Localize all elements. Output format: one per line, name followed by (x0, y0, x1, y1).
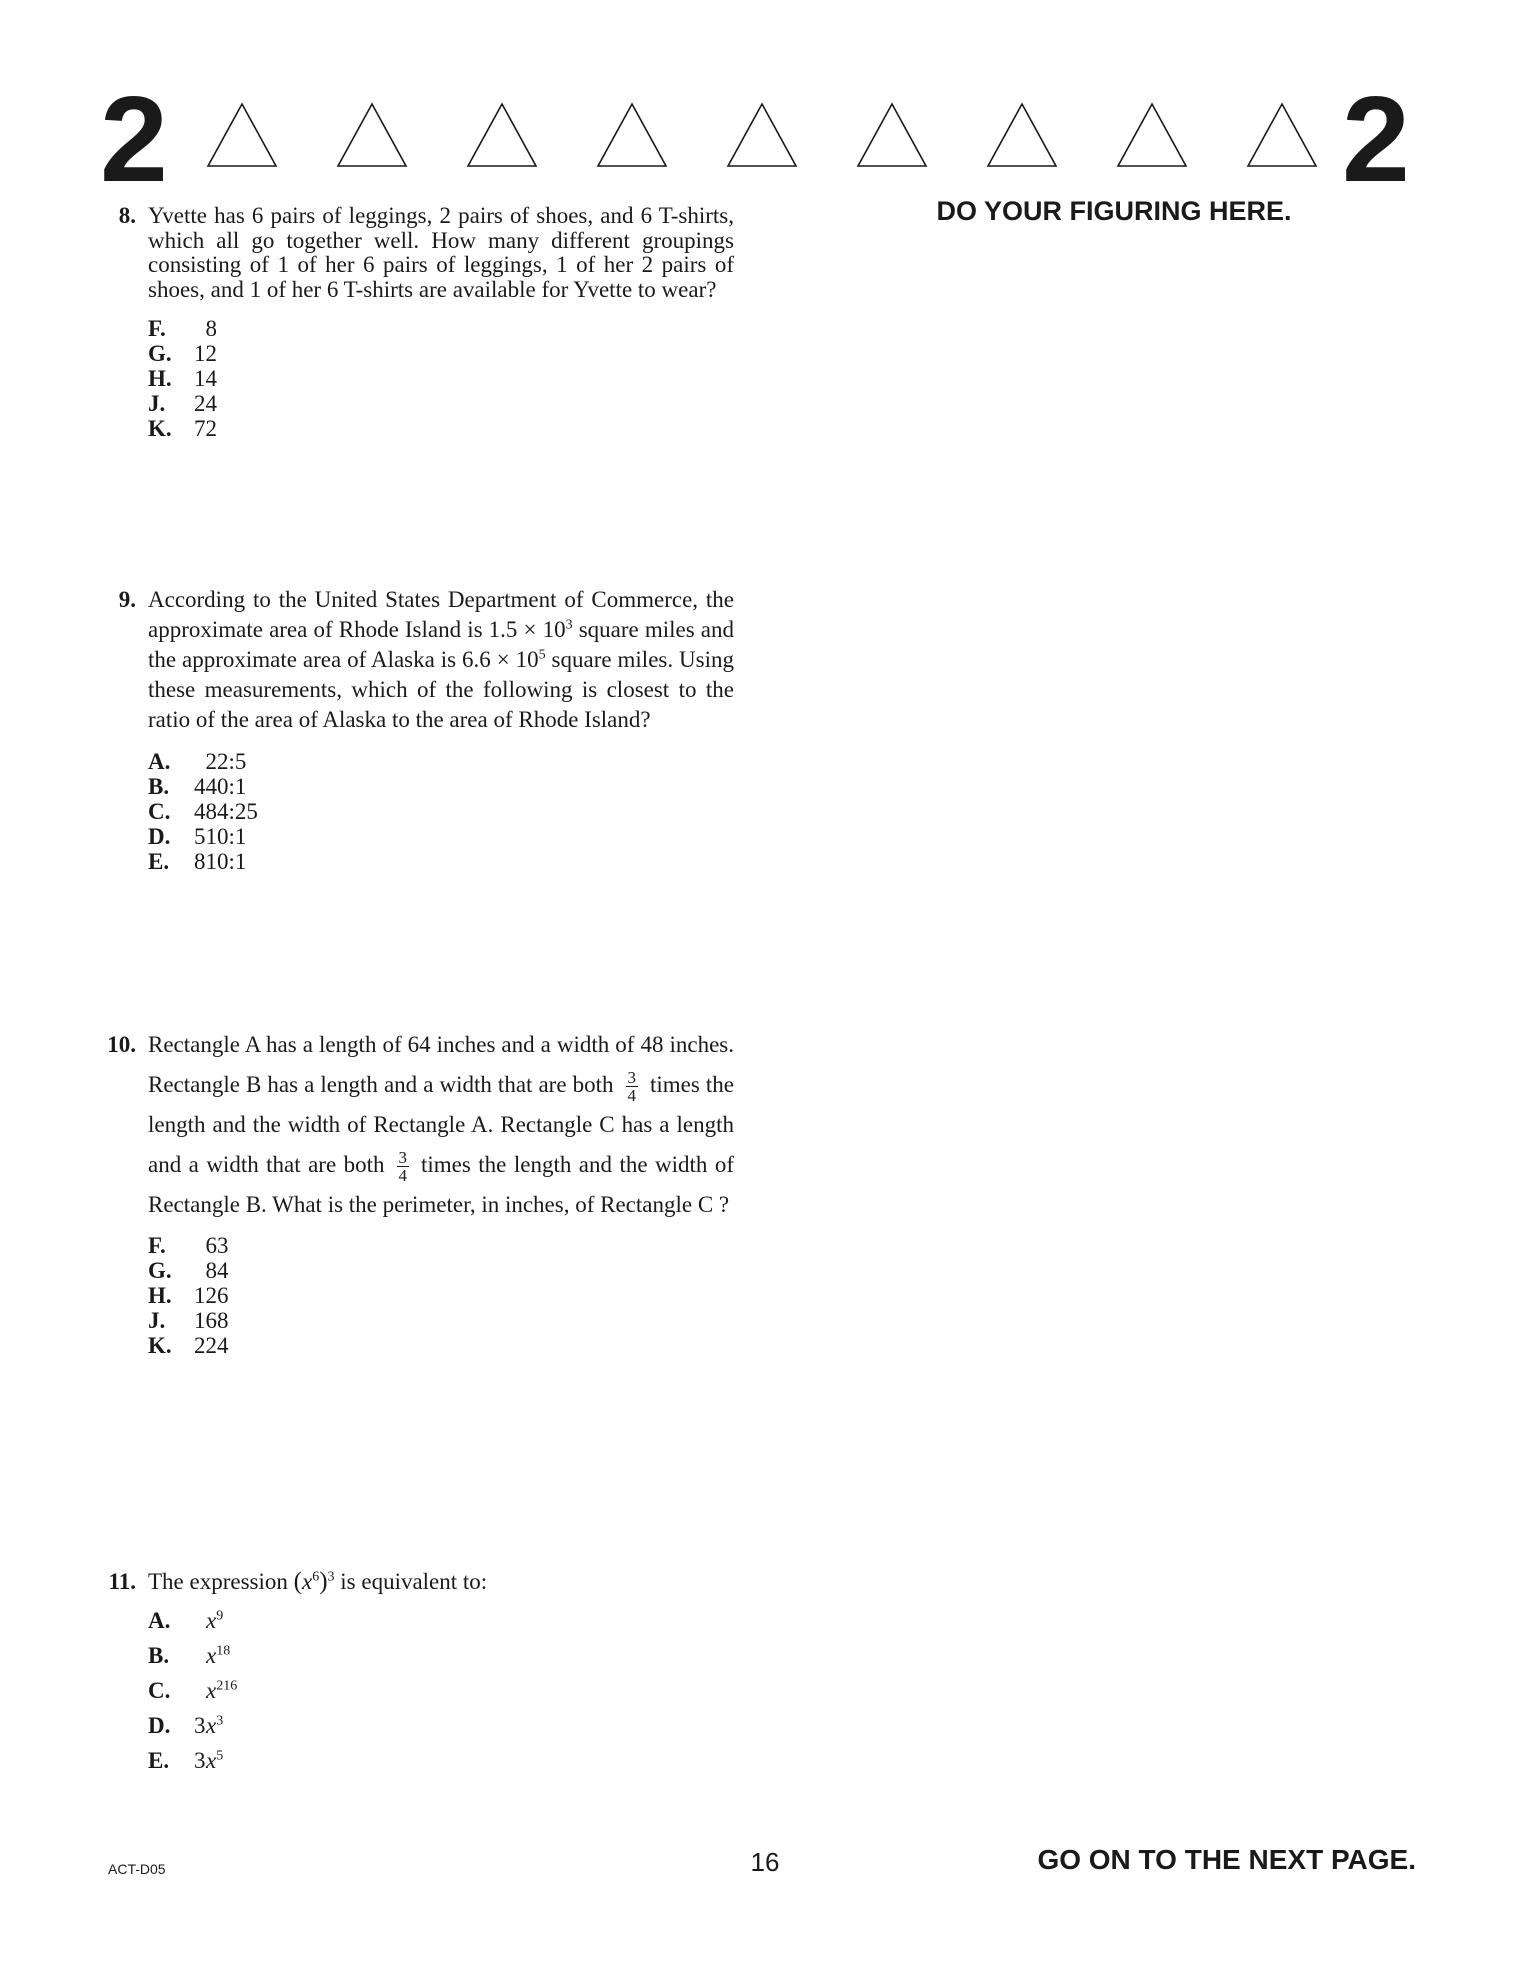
answer-choice[interactable] (148, 1603, 734, 1638)
choice-letter: A. (148, 749, 171, 774)
choice-value: $3x^5$ (194, 1748, 224, 1773)
answer-choice[interactable] (148, 366, 734, 391)
choice-value: 84 (194, 1258, 229, 1283)
choice-letter: B. (148, 1643, 170, 1668)
choice-value: $x^9$ (206, 1608, 224, 1633)
choice-letter: H. (148, 366, 172, 391)
page-number: 16 (750, 1847, 780, 1877)
triangle-outline-icon (1116, 102, 1188, 168)
choice-letter: J. (148, 1308, 166, 1333)
choice-value: 810:1 (194, 849, 247, 874)
fraction: $\frac{3}{4}$ (398, 1148, 408, 1186)
exponent: 5 (538, 647, 546, 663)
figuring-label: DO YOUR FIGURING HERE. (936, 196, 1292, 226)
triangle-outline-icon (726, 102, 798, 168)
choice-letter: K. (148, 416, 172, 441)
question-text: According to the United States Department of Commerce, the approximate area of Rhode Island is $1.5 \times 10^3$ square miles and the approximate area of Alaska is $6.6 \times 10^5$ square miles. Using these measurements, which of the following is closest to the ratio of the area of Alaska to the area of Rhode Island? (148, 587, 734, 732)
answer-choice[interactable] (148, 416, 734, 441)
choice-letter: C. (148, 799, 171, 824)
choice-letter: K. (148, 1333, 172, 1358)
answer-choice[interactable] (148, 316, 734, 341)
answer-choices (148, 1233, 734, 1358)
answer-choices (148, 1603, 734, 1778)
choice-value: 440:1 (194, 774, 247, 799)
answer-choice[interactable] (148, 1638, 734, 1673)
answer-choice[interactable] (148, 1673, 734, 1708)
answer-choice[interactable] (148, 1708, 734, 1743)
choice-letter: E. (148, 1748, 170, 1773)
question-number: 10. (107, 1032, 136, 1057)
choice-value: 14 (194, 366, 217, 391)
triangle-outline-icon (596, 102, 668, 168)
choice-value: 24 (194, 391, 217, 416)
question-11 (100, 1567, 734, 1778)
choice-value: 72 (194, 416, 217, 441)
choice-value: $3x^3$ (194, 1713, 224, 1738)
choice-letter: D. (148, 824, 171, 849)
triangle-outline-icon (206, 102, 278, 168)
question-number: 9. (118, 587, 136, 612)
section-number-left: 2 (100, 71, 166, 207)
answer-choices (148, 316, 734, 441)
choice-value: 22:5 (194, 749, 247, 774)
question-text: The expression $(x^6)^3$ is equivalent to: (148, 1568, 488, 1595)
answer-choice[interactable] (148, 1333, 734, 1358)
section-triangle-divider (206, 102, 1318, 174)
choice-letter: F. (148, 1233, 166, 1258)
choice-value: 63 (194, 1233, 229, 1258)
answer-choice[interactable] (148, 749, 734, 774)
choice-letter: J. (148, 391, 166, 416)
choice-letter: G. (148, 1258, 172, 1283)
choice-letter: D. (148, 1713, 171, 1738)
question-number: 8. (118, 203, 136, 228)
answer-choice[interactable] (148, 1258, 734, 1283)
fraction: $\frac{3}{4}$ (627, 1068, 636, 1106)
question-8 (100, 204, 734, 441)
choice-value: 168 (194, 1308, 229, 1333)
question-text: Rectangle A has a length of 64 inches and a width of 48 inches. Rectangle B has a length and a width that are both $\frac{3}{4}$ times the length and the width of Rectangle A. Rectangle C has a length and a width that are both $\frac{3}{4}$ times the length and the width of Rectangle B. What is the perimeter, in inches, of Rectangle C ? (148, 1032, 734, 1217)
triangle-outline-icon (466, 102, 538, 168)
answer-choice[interactable] (148, 341, 734, 366)
exponent: 3 (565, 617, 573, 633)
question-number: 11. (108, 1569, 136, 1594)
answer-choice[interactable] (148, 774, 734, 799)
choice-value: 510:1 (194, 824, 247, 849)
choice-letter: E. (148, 849, 170, 874)
answer-choice[interactable] (148, 799, 734, 824)
question-9 (100, 585, 734, 874)
answer-choices (148, 749, 734, 874)
triangle-outline-icon (986, 102, 1058, 168)
answer-choice[interactable] (148, 391, 734, 416)
choice-letter: H. (148, 1283, 172, 1308)
choice-letter: C. (148, 1678, 171, 1703)
choice-value: $x^{216}$ (206, 1678, 238, 1703)
triangle-outline-icon (856, 102, 928, 168)
answer-choice[interactable] (148, 1283, 734, 1308)
choice-letter: A. (148, 1608, 171, 1633)
choice-letter: F. (148, 316, 166, 341)
answer-choice[interactable] (148, 849, 734, 874)
triangle-outline-icon (1246, 102, 1318, 168)
choice-letter: B. (148, 774, 170, 799)
choice-value: $x^{18}$ (206, 1643, 231, 1668)
triangle-outline-icon (336, 102, 408, 168)
next-page-notice: GO ON TO THE NEXT PAGE. (1037, 1844, 1416, 1875)
question-10 (100, 1025, 734, 1358)
choice-value: 484:25 (194, 799, 258, 824)
choice-letter: G. (148, 341, 172, 366)
answer-choice[interactable] (148, 824, 734, 849)
form-code: ACT-D05 (108, 1861, 166, 1877)
answer-choice[interactable] (148, 1233, 734, 1258)
choice-value: 8 (194, 316, 217, 341)
section-number-right: 2 (1342, 71, 1408, 207)
choice-value: 126 (194, 1283, 229, 1308)
choice-value: 224 (194, 1333, 229, 1358)
choice-value: 12 (194, 341, 217, 366)
answer-choice[interactable] (148, 1308, 734, 1333)
answer-choice[interactable] (148, 1743, 734, 1778)
question-text: Yvette has 6 pairs of leggings, 2 pairs of shoes, and 6 T-shirts, which all go together well. How many different groupings consisting of 1 of her 6 pairs of leggings, 1 of her 2 pairs of shoes, and 1 of her 6 T-shirts are available for Yvette to wear? (148, 203, 734, 302)
